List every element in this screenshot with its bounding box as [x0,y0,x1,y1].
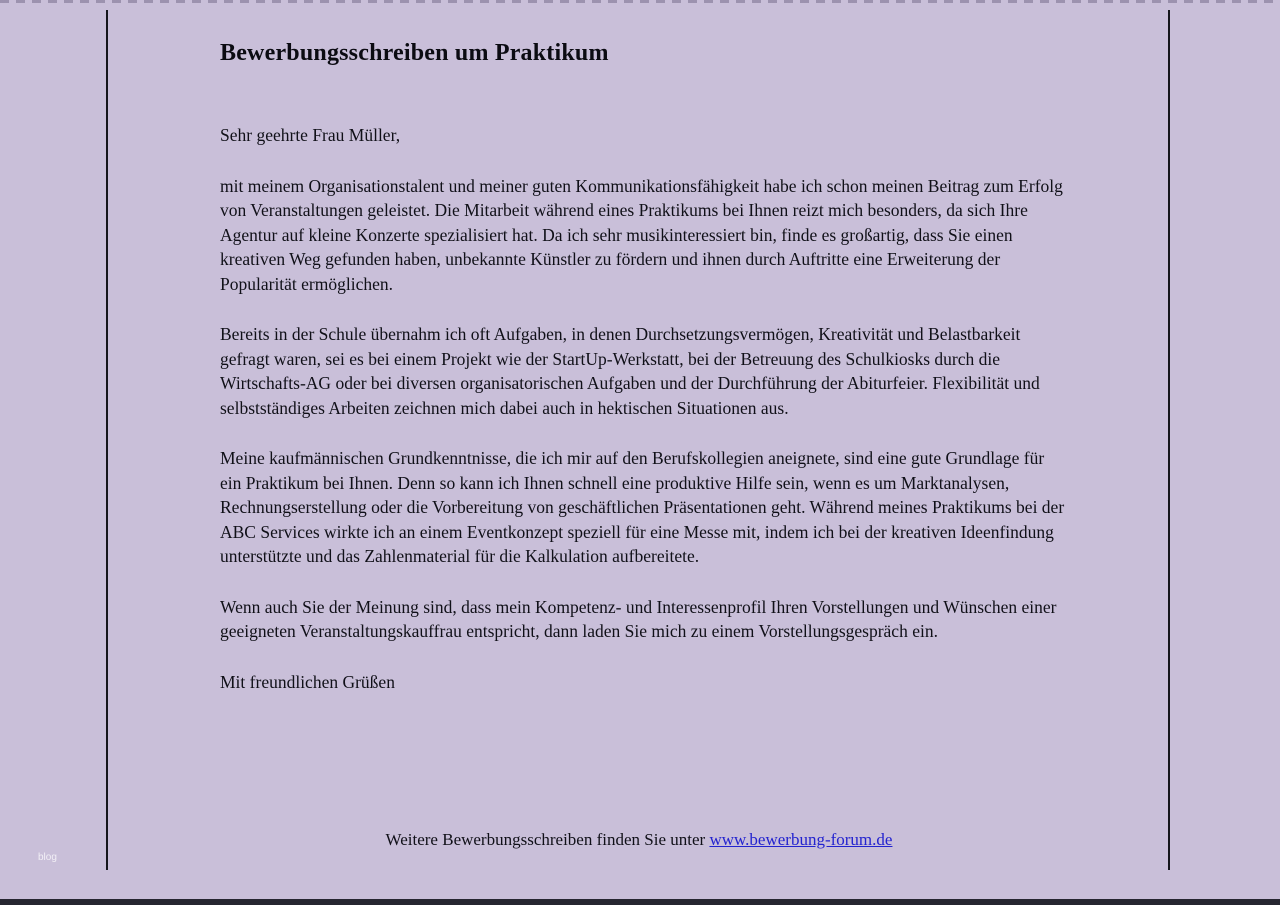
letter-paragraph-4: Wenn auch Sie der Meinung sind, dass mein Kompetenz- und Interessenprofil Ihren Vorstellungen und Wünschen einer geeigneten Veranstaltungskauffrau entspricht, dann laden Sie mich zu einem Vorstellungsgespräch ein. [220,596,1057,641]
footer-link[interactable]: www.bewerbung-forum.de [709,830,893,849]
letter-closing: Mit freundlichen Grüßen [220,671,395,692]
letter-paragraph-1: mit meinem Organisationstalent und meiner guten Kommunikationsfähigkeit habe ich schon meinen Beitrag zum Erfolg von Veranstaltungen geleistet. Die Mitarbeit während eines Praktikums bei Ihnen reizt mich besonders, da sich Ihre Agentur auf kleine Konzerte spezialisiert hat. Da ich sehr musikinteressiert bin, finde es großartig, dass Sie einen kreativen Weg gefunden haben, unbekannte Künstler zu fördern und ihnen durch Auftritte eine Erweiterung der Popularität ermöglichen. [220,175,1063,294]
letter-salutation: Sehr geehrte Frau Müller, [220,125,401,145]
bottom-border-bar [0,899,1280,905]
footer-text: Weitere Bewerbungsschreiben finden Sie unter [385,830,710,849]
page-title: Bewerbungsschreiben um Praktikum [220,40,609,66]
blog-watermark: blog [38,852,57,863]
footer [108,830,1170,850]
right-vertical-rule [1168,10,1170,870]
letter-body [220,40,1065,694]
letter-paragraph-3: Meine kaufmännischen Grundkenntnisse, die ich mir auf den Berufskollegien aneignete, sind eine gute Grundlage für ein Praktikum bei Ihnen. Denn so kann ich Ihnen schnell eine produktive Hilfe sein, wenn es um Marktanalysen, Rechnungserstellung oder die Vorbereitung von geschäftlichen Präsentationen geht. Während meines Praktikums bei der ABC Services wirkte ich an einem Eventkonzept speziell für eine Messe mit, indem ich bei der kreativen Ideenfindung unterstützte und das Zahlenmaterial für die Kalkulation aufbereitete. [220,448,1065,566]
letter-paragraph-2: Bereits in der Schule übernahm ich oft Aufgaben, in denen Durchsetzungsvermögen, Kreativität und Belastbarkeit gefragt waren, sei es bei einem Projekt wie der StartUp-Werkstatt, bei der Betreuung des Schulkiosks durch die Wirtschafts-AG oder bei diversen organisatorischen Aufgaben und der Durchführung der Abiturfeier. Flexibilität und selbstständiges Arbeiten zeichnen mich dabei auch in hektischen Situationen aus. [220,324,1040,418]
left-vertical-rule [106,10,108,870]
top-dashed-trim [0,0,1280,3]
